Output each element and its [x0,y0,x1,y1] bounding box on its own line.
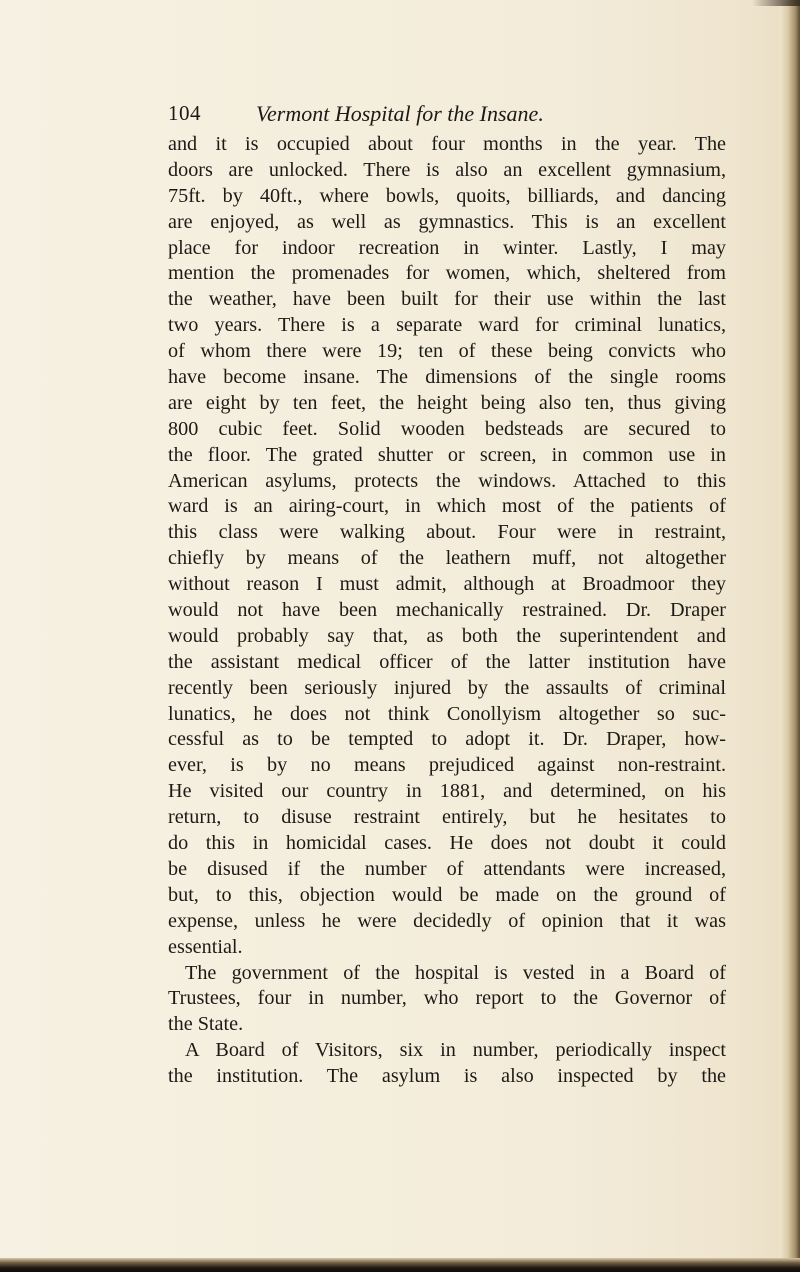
text-line: are enjoyed, as well as gymnastics. This is an excellent [168,210,726,233]
page-bottom-shadow [0,1258,800,1272]
text-line: are eight by ten feet, the height being also ten, thus giving [168,391,726,414]
text-line: cessful as to be tempted to adopt it. Dr. Draper, how- [168,728,726,751]
text-line: of whom there were 19; ten of these being convicts who [168,340,726,363]
text-line: be disused if the number of attendants were increased, [168,857,726,880]
text-line: return, to disuse restraint entirely, but he hesitates to [168,806,726,829]
text-line: ever, is by no means prejudiced against non-restraint. [168,754,726,777]
page-corner-shadow [752,0,800,6]
page-edge-shadow [780,0,800,1272]
text-line: and it is occupied about four months in the year. The [168,133,726,155]
body-text [168,132,726,1090]
text-line: without reason I must admit, although at Broadmoor they [168,573,726,596]
text-line: chiefly by means of the leathern muff, not altogether [168,547,726,570]
text-line: but, to this, objection would be made on the ground of [168,883,726,906]
text-line: lunatics, he does not think Conollyism altogether so suc- [168,702,726,725]
text-line: mention the promenades for women, which, sheltered from [168,262,726,285]
text-line: essential. [168,935,243,958]
text-line: place for indoor recreation in winter. Lastly, I may [168,236,726,259]
text-line: 75ft. by 40ft., where bowls, quoits, billiards, and dancing [168,184,726,207]
text-line: would probably say that, as both the superintendent and [168,624,726,647]
text-line: recently been seriously injured by the assaults of criminal [168,676,726,699]
text-line: the weather, have been built for their use within the last [168,288,726,311]
text-line: 800 cubic feet. Solid wooden bedsteads are secured to [168,417,726,440]
text-line: the floor. The grated shutter or screen, in common use in [168,443,726,466]
running-header [168,101,708,131]
text-line: the institution. The asylum is also inspected by the [168,1065,726,1088]
text-line: this class were walking about. Four were in restraint, [168,521,726,544]
text-line: A Board of Visitors, six in number, periodically inspect [185,1039,726,1062]
text-line: do this in homicidal cases. He does not doubt it could [168,832,726,855]
text-line: have become insane. The dimensions of the single rooms [168,366,726,389]
text-line: American asylums, protects the windows. Attached to this [168,469,726,492]
text-line: the State. [168,1013,244,1036]
text-line: expense, unless he were decidedly of opinion that it was [168,909,726,932]
text-line: ward is an airing-court, in which most of the patients of [168,495,726,518]
running-title: Vermont Hospital for the Insane. [256,101,544,126]
text-line: doors are unlocked. There is also an excellent gymnasium, [168,158,726,181]
text-line: He visited our country in 1881, and determined, on his [168,780,726,803]
text-line: two years. There is a separate ward for criminal lunatics, [168,314,726,337]
text-line: Trustees, four in number, who report to the Governor of [168,987,726,1010]
text-line: the assistant medical officer of the latter institution have [168,650,726,673]
text-line: The government of the hospital is vested in a Board of [185,961,726,984]
text-line: would not have been mechanically restrained. Dr. Draper [168,599,726,622]
page-number: 104 [168,101,201,125]
